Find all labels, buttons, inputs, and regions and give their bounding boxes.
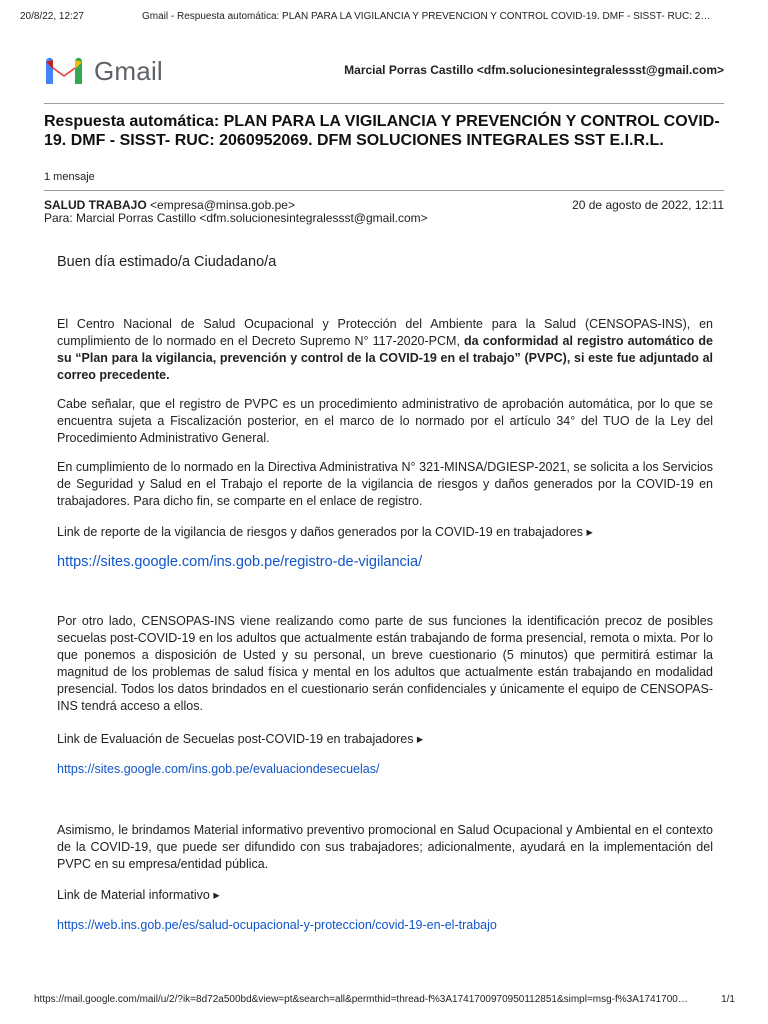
print-footer-url: https://mail.google.com/mail/u/2/?ik=8d72a500bd&view=pt&search=all&permthid=thread-f%3A1741700970950112851&simpl=msg-f%3A1741700… — [34, 994, 688, 1005]
gmail-wordmark: Gmail — [94, 55, 163, 86]
print-date: 20/8/22, 12:27 — [20, 11, 84, 22]
print-footer-page: 1/1 — [721, 994, 735, 1005]
greeting: Buen día estimado/a Ciudadano/a — [57, 254, 277, 270]
paragraph-1-bold: da conformidad al registro automático de su “Plan para la vigilancia, prevención y control de la COVID-19 en el trabajo” (PVPC), si este fue adjuntado al correo precedente. — [57, 334, 713, 382]
paragraph-2: Cabe señalar, que el registro de PVPC es un procedimiento administrativo de aprobación automática, por lo que se encuentra sujeta a Fiscalización posterior, en el marco de lo normado por el artículo 34° del TUO de la Ley del Procedimiento Administrativo General. — [57, 397, 713, 445]
link-3-label: Link de Material informativo ▸ — [57, 888, 220, 902]
recipient: Para: Marcial Porras Castillo <dfm.solucionesintegralessst@gmail.com> — [44, 211, 428, 225]
link-registro-vigilancia[interactable]: https://sites.google.com/ins.gob.pe/registro-de-vigilancia/ — [57, 554, 423, 570]
paragraph-4: Por otro lado, CENSOPAS-INS viene realizando como parte de sus funciones la identificación precoz de posibles secuelas post-COVID-19 en los adultos que actualmente están trabajando de forma presencial, remota o mixta. Por lo que ponemos a disposición de Usted y su personal, un breve cuestionario (5 minutos) que permitirá estimar la magnitud de los problemas de salud física y mental en los adultos que actualmente están trabajando en modalidad presencial. Todos los datos brindados en el cuestionario serán confidenciales y únicamente el equipo de CENSOPAS-INS tendrá acceso a ellos. — [57, 614, 713, 713]
paragraph-1-text: El Centro Nacional de Salud Ocupacional y Protección del Ambiente para la Salud (CENSOPAS-INS), en cumplimiento de lo normado en el Decreto Supremo N° 117-2020-PCM, — [57, 317, 713, 348]
link-evaluacion-secuelas[interactable]: https://sites.google.com/ins.gob.pe/evaluaciondesecuelas/ — [57, 762, 380, 776]
link-1-label: Link de reporte de la vigilancia de riesgos y daños generados por la COVID-19 en trabajadores ▸ — [57, 525, 593, 539]
gmail-m-icon — [44, 56, 84, 86]
link-material-informativo[interactable]: https://web.ins.gob.pe/es/salud-ocupacional-y-proteccion/covid-19-en-el-trabajo — [57, 918, 497, 932]
sender — [44, 198, 295, 212]
paragraph-1 — [57, 316, 713, 384]
message-count: 1 mensaje — [44, 171, 95, 183]
message-date: 20 de agosto de 2022, 12:11 — [572, 198, 724, 212]
paragraph-3: En cumplimiento de lo normado en la Directiva Administrativa N° 321-MINSA/DGIESP-2021, se solicita a los Servicios de Seguridad y Salud en el Trabajo el reporte de la vigilancia de riesgos y daños generados por la COVID-19 en trabajadores. Para dicho fin, se comparte en el enlace de registro. — [57, 460, 713, 508]
divider — [44, 103, 724, 104]
gmail-logo — [44, 54, 163, 88]
account-name: Marcial Porras Castillo <dfm.solucionesintegralessst@gmail.com> — [344, 63, 724, 77]
link-2-label: Link de Evaluación de Secuelas post-COVID-19 en trabajadores ▸ — [57, 732, 424, 746]
print-title: Gmail - Respuesta automática: PLAN PARA LA VIGILANCIA Y PREVENCION Y CONTROL COVID-19. DMF - SISST- RUC: 2… — [142, 11, 711, 22]
email-subject: Respuesta automática: PLAN PARA LA VIGILANCIA Y PREVENCIÓN Y CONTROL COVID-19. DMF - SISST- RUC: 2060952069. DFM SOLUCIONES INTEGRALES SST E.I.R.L. — [44, 113, 720, 149]
divider — [44, 190, 724, 191]
sender-name: SALUD TRABAJO — [44, 198, 147, 212]
paragraph-5: Asimismo, le brindamos Material informativo preventivo promocional en Salud Ocupacional y Ambiental en el contexto de la COVID-19, que puede ser difundido con sus trabajadores; adicionalmente, ayudará en la implementación del PVPC en su empresa/entidad pública. — [57, 823, 713, 871]
print-header — [0, 11, 768, 27]
sender-email: <empresa@minsa.gob.pe> — [150, 198, 295, 212]
